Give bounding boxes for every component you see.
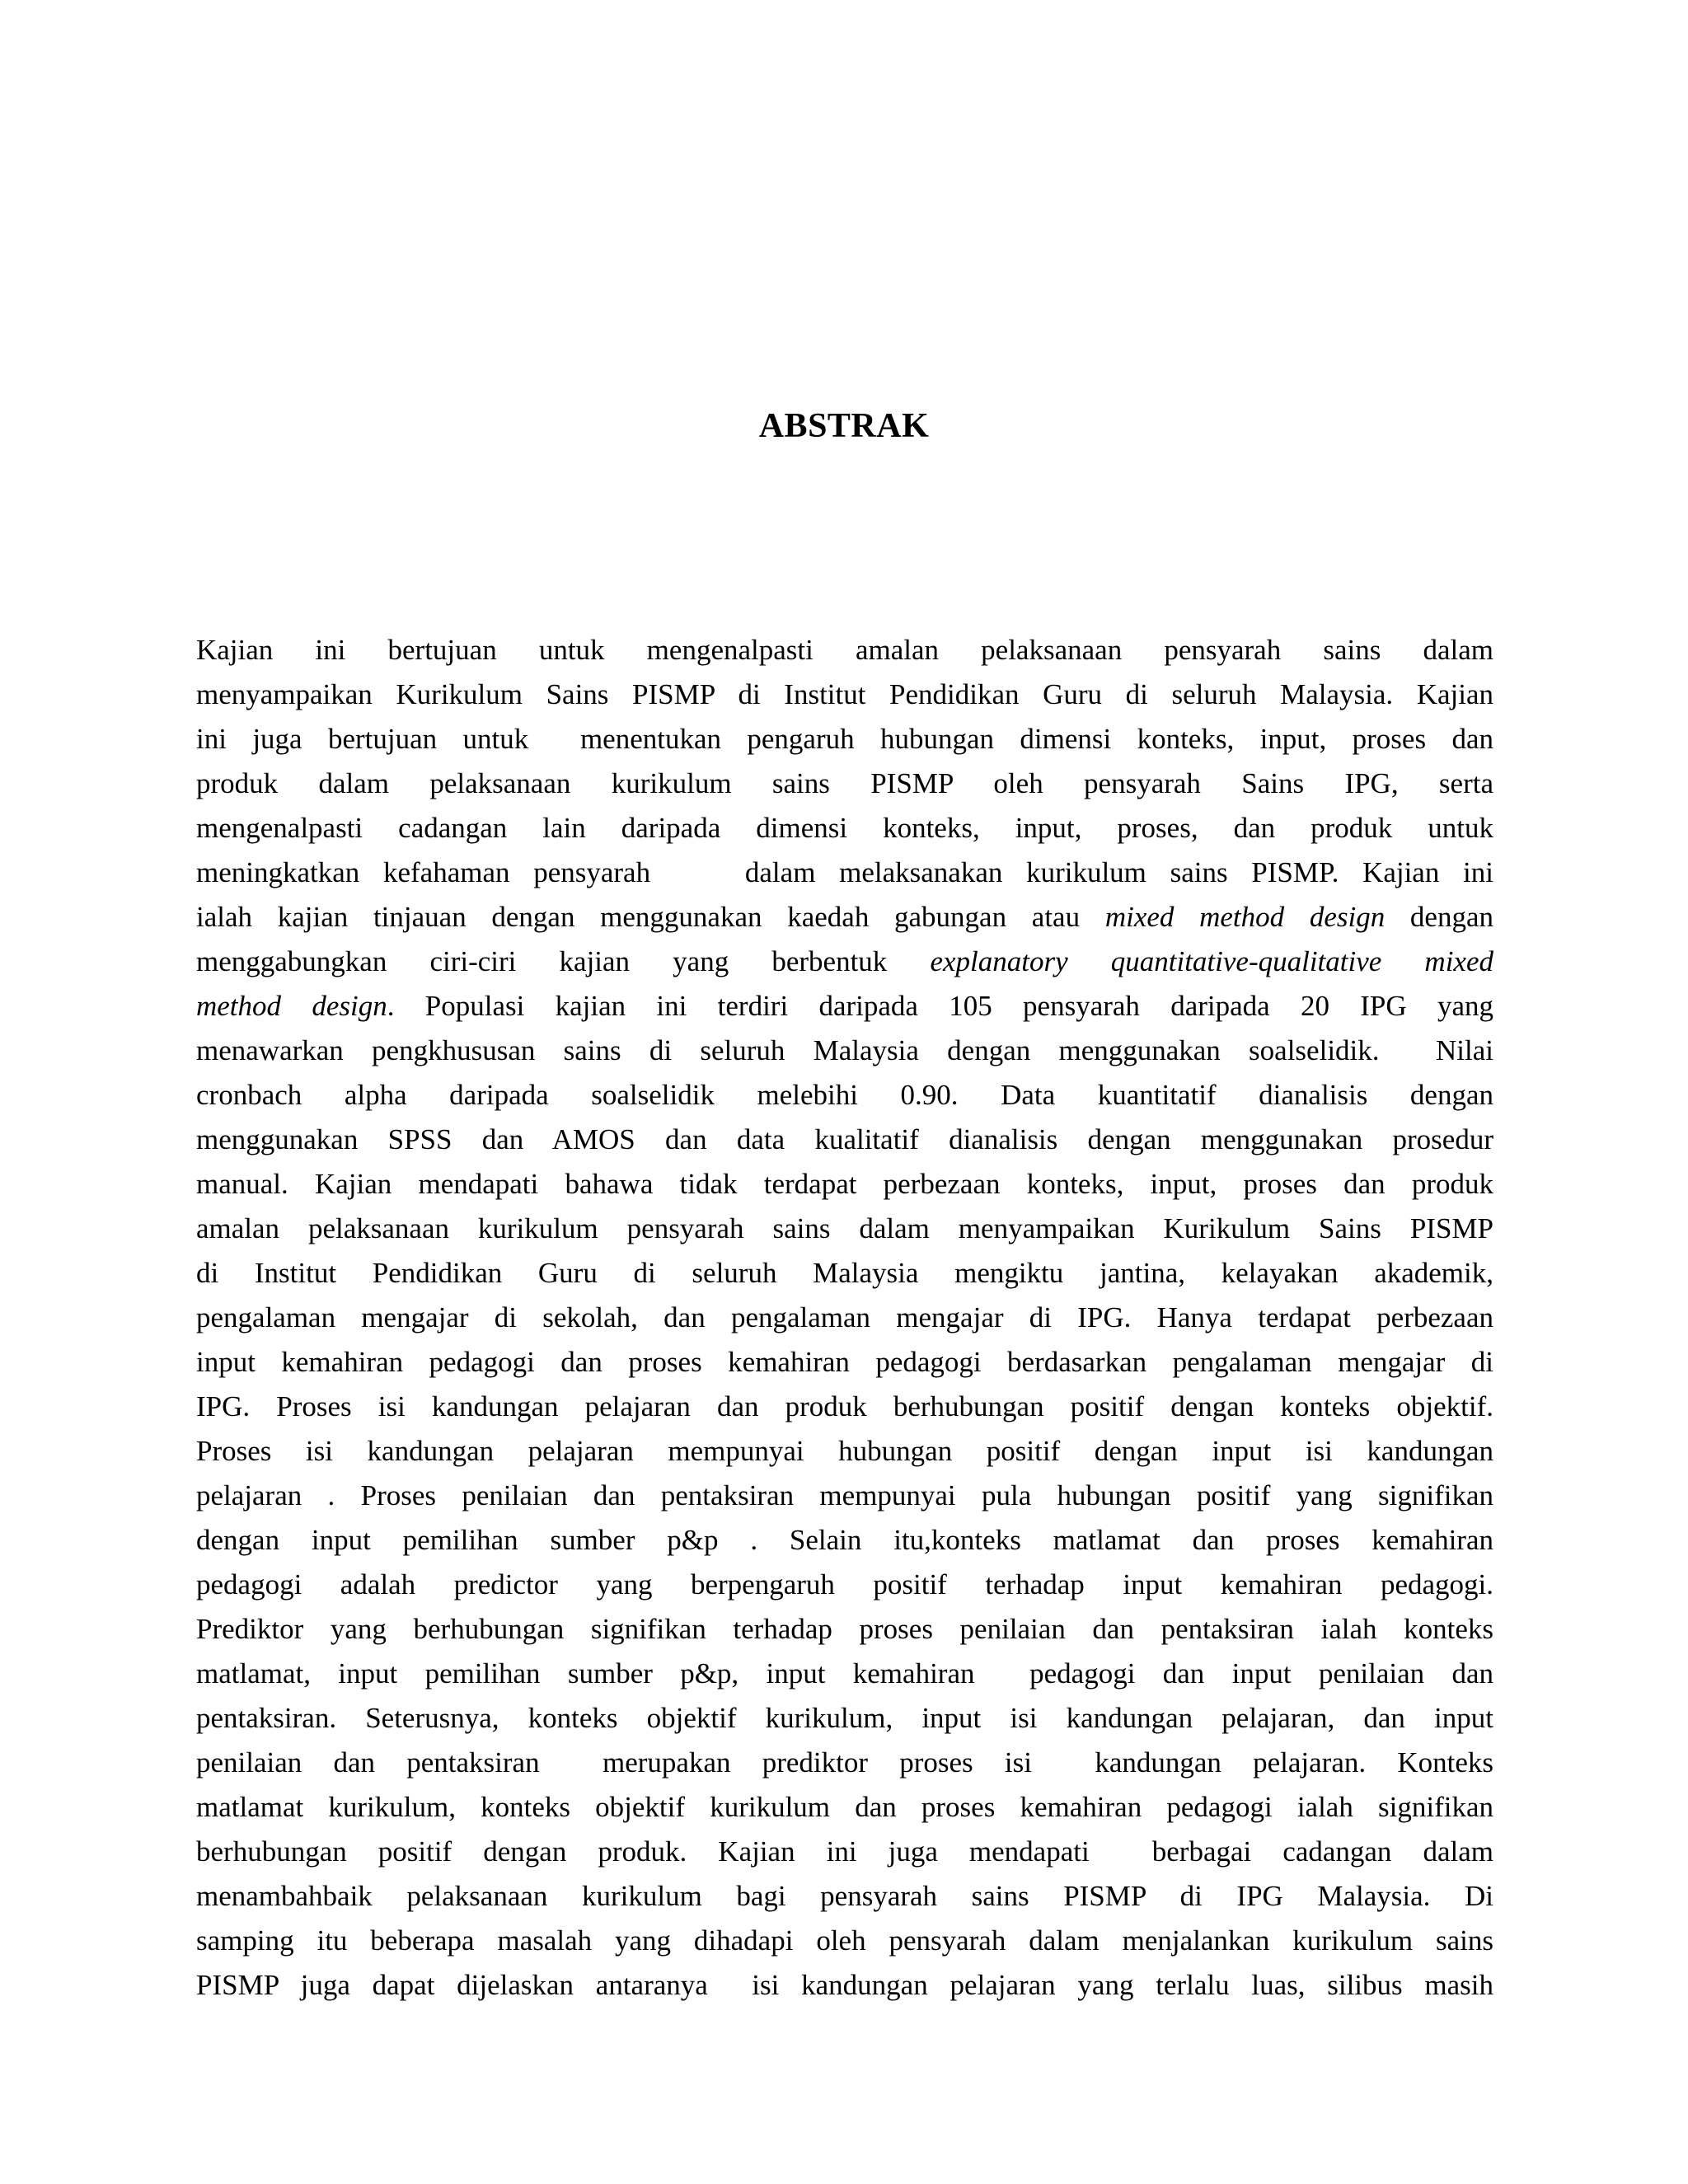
text-run: pedagogi adalah predictor yang berpengaruh positif terhadap input kemahiran pedagogi. [196,1568,1493,1601]
text-run: . Populasi kajian ini terdiri daripada 105 pensyarah daripada 20 IPG yang [387,990,1493,1022]
italic-text-run: method design [196,990,387,1022]
text-run: Prediktor yang berhubungan signifikan terhadap proses penilaian dan pentaksiran ialah konteks [196,1613,1493,1645]
text-run: di Institut Pendidikan Guru di seluruh Malaysia mengiktu jantina, kelayakan akademik, [196,1257,1493,1289]
paragraph-line [196,1518,1493,1563]
paragraph-line [196,1029,1493,1073]
text-run: samping itu beberapa masalah yang dihadapi oleh pensyarah dalam menjalankan kurikulum sains [196,1924,1493,1957]
paragraph-line [196,1652,1493,1696]
paragraph-line [196,717,1493,762]
paragraph-line [196,1385,1493,1429]
text-run: IPG. Proses isi kandungan pelajaran dan produk berhubungan positif dengan konteks objektif. [196,1390,1493,1422]
paragraph-line [196,1607,1493,1652]
text-run: pelajaran . Proses penilaian dan pentaksiran mempunyai pula hubungan positif yang signifikan [196,1479,1493,1511]
paragraph-line [196,806,1493,851]
paragraph-line [196,1296,1493,1340]
text-run: dengan input pemilihan sumber p&p . Selain itu,konteks matlamat dan proses kemahiran [196,1524,1493,1556]
text-run: penilaian dan pentaksiran merupakan prediktor proses isi kandungan pelajaran. Konteks [196,1746,1493,1779]
paragraph-line [196,1340,1493,1385]
text-run: menawarkan pengkhususan sains di seluruh Malaysia dengan menggunakan soalselidik. Nilai [196,1034,1493,1066]
text-run: menambahbaik pelaksanaan kurikulum bagi pensyarah sains PISMP di IPG Malaysia. Di [196,1880,1493,1912]
page-title: ABSTRAK [758,407,930,445]
paragraph-line [196,984,1493,1029]
text-run: pengalaman mengajar di sekolah, dan pengalaman mengajar di IPG. Hanya terdapat perbezaan [196,1301,1493,1333]
text-run: amalan pelaksanaan kurikulum pensyarah sains dalam menyampaikan Kurikulum Sains PISMP [196,1212,1493,1244]
text-run: produk dalam pelaksanaan kurikulum sains PISMP oleh pensyarah Sains IPG, serta [196,767,1493,799]
paragraph-line [196,1919,1493,1963]
text-run: ialah kajian tinjauan dengan menggunakan kaedah gabungan atau [196,901,1105,933]
text-run: meningkatkan kefahaman pensyarah dalam melaksanakan kurikulum sains PISMP. Kajian ini [196,856,1493,888]
paragraph-line [196,1963,1493,2008]
paragraph-line [196,1118,1493,1162]
paragraph-line [196,673,1493,717]
paragraph-line [196,895,1493,940]
text-run: mengenalpasti cadangan lain daripada dimensi konteks, input, proses, dan produk untuk [196,812,1493,844]
text-run: menggabungkan ciri-ciri kajian yang berbentuk [196,945,931,977]
text-run: Proses isi kandungan pelajaran mempunyai hubungan positif dengan input isi kandungan [196,1435,1493,1467]
text-run: ini juga bertujuan untuk menentukan pengaruh hubungan dimensi konteks, input, proses dan [196,723,1493,755]
text-run: manual. Kajian mendapati bahawa tidak terdapat perbezaan konteks, input, proses dan produk [196,1168,1493,1200]
text-run: cronbach alpha daripada soalselidik melebihi 0.90. Data kuantitatif dianalisis dengan [196,1079,1493,1111]
text-run: Kajian ini bertujuan untuk mengenalpasti amalan pelaksanaan pensyarah sains dalam [196,634,1493,666]
abstract-paragraph [196,628,1493,2008]
paragraph-line [196,1741,1493,1785]
paragraph-line [196,1696,1493,1741]
paragraph-line [196,762,1493,806]
text-run: PISMP juga dapat dijelaskan antaranya isi kandungan pelajaran yang terlalu luas, silibus masih [196,1969,1493,2001]
text-run: menggunakan SPSS dan AMOS dan data kualitatif dianalisis dengan menggunakan prosedur [196,1123,1493,1155]
paragraph-line [196,851,1493,895]
paragraph-line [196,628,1493,673]
paragraph-line [196,1073,1493,1118]
italic-text-run: mixed method design [1104,901,1386,933]
paragraph-line [196,1429,1493,1474]
paragraph-line [196,1207,1493,1251]
text-run: matlamat, input pemilihan sumber p&p, input kemahiran pedagogi dan input penilaian dan [196,1657,1493,1690]
text-run: berhubungan positif dengan produk. Kajian ini juga mendapati berbagai cadangan dalam [196,1835,1493,1868]
italic-text-run: explanatory quantitative-qualitative mixed [930,945,1494,977]
paragraph-line [196,1251,1493,1296]
paragraph-line [196,1563,1493,1607]
text-run: dengan [1385,901,1493,933]
paragraph-line [196,1162,1493,1207]
text-run: matlamat kurikulum, konteks objektif kurikulum dan proses kemahiran pedagogi ialah signifikan [196,1791,1493,1823]
paragraph-line [196,1874,1493,1919]
text-run: menyampaikan Kurikulum Sains PISMP di Institut Pendidikan Guru di seluruh Malaysia. Kajian [196,678,1493,710]
paragraph-line [196,940,1493,984]
paragraph-line [196,1830,1493,1874]
text-run: input kemahiran pedagogi dan proses kemahiran pedagogi berdasarkan pengalaman mengajar di [196,1346,1493,1378]
paragraph-line [196,1474,1493,1518]
paragraph-line [196,1785,1493,1830]
text-run: pentaksiran. Seterusnya, konteks objektif kurikulum, input isi kandungan pelajaran, dan input [196,1702,1493,1734]
